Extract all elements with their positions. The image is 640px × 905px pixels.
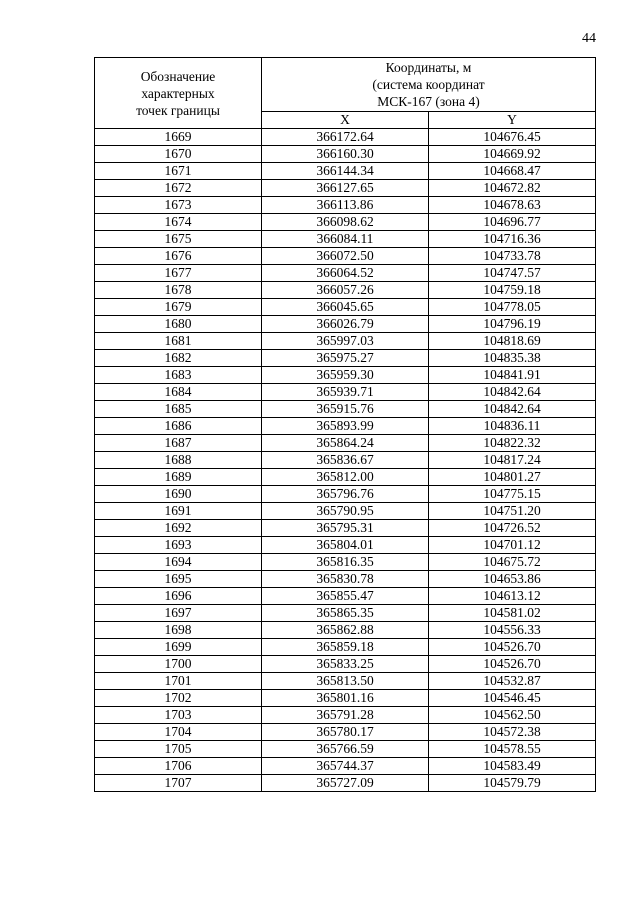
table-row (95, 435, 596, 452)
x-coordinate-cell: 365915.76 (262, 401, 429, 418)
table-row (95, 401, 596, 418)
y-coordinate-cell: 104613.12 (429, 588, 596, 605)
table-row (95, 367, 596, 384)
point-id-cell: 1686 (95, 418, 262, 435)
y-coordinate-cell: 104562.50 (429, 707, 596, 724)
y-coordinate-cell: 104581.02 (429, 605, 596, 622)
table-row (95, 265, 596, 282)
table-row (95, 469, 596, 486)
y-coordinate-cell: 104842.64 (429, 384, 596, 401)
table-header (95, 58, 596, 129)
x-coordinate-cell: 365766.59 (262, 741, 429, 758)
table-row (95, 163, 596, 180)
x-coordinate-cell: 366084.11 (262, 231, 429, 248)
table-row (95, 622, 596, 639)
point-id-cell: 1689 (95, 469, 262, 486)
y-coordinate-cell: 104675.72 (429, 554, 596, 571)
table-row (95, 197, 596, 214)
point-id-cell: 1699 (95, 639, 262, 656)
y-coordinate-cell: 104818.69 (429, 333, 596, 350)
table-row (95, 588, 596, 605)
point-id-cell: 1669 (95, 129, 262, 146)
point-id-cell: 1682 (95, 350, 262, 367)
table-row (95, 129, 596, 146)
x-coordinate-cell: 365812.00 (262, 469, 429, 486)
x-coordinate-cell: 366144.34 (262, 163, 429, 180)
table-row (95, 452, 596, 469)
x-coordinate-cell: 365975.27 (262, 350, 429, 367)
x-coordinate-cell: 365939.71 (262, 384, 429, 401)
point-id-cell: 1680 (95, 316, 262, 333)
x-coordinate-cell: 366072.50 (262, 248, 429, 265)
x-column-header: X (262, 112, 429, 129)
y-coordinate-cell: 104668.47 (429, 163, 596, 180)
point-id-cell: 1688 (95, 452, 262, 469)
table-row (95, 758, 596, 775)
table-row (95, 180, 596, 197)
y-coordinate-cell: 104678.63 (429, 197, 596, 214)
x-coordinate-cell: 365862.88 (262, 622, 429, 639)
point-id-cell: 1677 (95, 265, 262, 282)
y-coordinate-cell: 104696.77 (429, 214, 596, 231)
point-id-cell: 1702 (95, 690, 262, 707)
point-id-cell: 1683 (95, 367, 262, 384)
point-id-cell: 1687 (95, 435, 262, 452)
y-coordinate-cell: 104726.52 (429, 520, 596, 537)
table-row (95, 214, 596, 231)
coordinates-table (94, 57, 596, 792)
coords-header-line: Координаты, м (385, 60, 472, 75)
y-coordinate-cell: 104546.45 (429, 690, 596, 707)
table-row (95, 384, 596, 401)
x-coordinate-cell: 366026.79 (262, 316, 429, 333)
y-coordinate-cell: 104526.70 (429, 656, 596, 673)
x-coordinate-cell: 365864.24 (262, 435, 429, 452)
x-coordinate-cell: 366160.30 (262, 146, 429, 163)
y-coordinate-cell: 104579.79 (429, 775, 596, 792)
table-row (95, 639, 596, 656)
point-id-cell: 1694 (95, 554, 262, 571)
x-coordinate-cell: 366064.52 (262, 265, 429, 282)
point-id-cell: 1692 (95, 520, 262, 537)
x-coordinate-cell: 365830.78 (262, 571, 429, 588)
x-coordinate-cell: 365795.31 (262, 520, 429, 537)
y-coordinate-cell: 104747.57 (429, 265, 596, 282)
x-coordinate-cell: 365833.25 (262, 656, 429, 673)
coords-header-line: (система координат (372, 77, 485, 92)
y-coordinate-cell: 104676.45 (429, 129, 596, 146)
point-id-cell: 1705 (95, 741, 262, 758)
x-coordinate-cell: 365727.09 (262, 775, 429, 792)
table-row (95, 605, 596, 622)
point-id-cell: 1706 (95, 758, 262, 775)
point-id-cell: 1700 (95, 656, 262, 673)
x-coordinate-cell: 365893.99 (262, 418, 429, 435)
table-row (95, 231, 596, 248)
point-id-cell: 1703 (95, 707, 262, 724)
y-column-header: Y (429, 112, 596, 129)
point-id-cell: 1675 (95, 231, 262, 248)
y-coordinate-cell: 104701.12 (429, 537, 596, 554)
y-coordinate-cell: 104775.15 (429, 486, 596, 503)
point-id-cell: 1674 (95, 214, 262, 231)
point-id-cell: 1690 (95, 486, 262, 503)
table-row (95, 316, 596, 333)
point-id-cell: 1681 (95, 333, 262, 350)
table-row (95, 486, 596, 503)
x-coordinate-cell: 365865.35 (262, 605, 429, 622)
x-coordinate-cell: 365790.95 (262, 503, 429, 520)
y-coordinate-cell: 104822.32 (429, 435, 596, 452)
y-coordinate-cell: 104842.64 (429, 401, 596, 418)
x-coordinate-cell: 366045.65 (262, 299, 429, 316)
y-coordinate-cell: 104583.49 (429, 758, 596, 775)
x-coordinate-cell: 365791.28 (262, 707, 429, 724)
point-designation-header (95, 58, 262, 129)
point-id-cell: 1704 (95, 724, 262, 741)
x-coordinate-cell: 365855.47 (262, 588, 429, 605)
x-coordinate-cell: 366172.64 (262, 129, 429, 146)
x-coordinate-cell: 365997.03 (262, 333, 429, 350)
point-id-cell: 1697 (95, 605, 262, 622)
table-row (95, 248, 596, 265)
y-coordinate-cell: 104841.91 (429, 367, 596, 384)
y-coordinate-cell: 104836.11 (429, 418, 596, 435)
y-coordinate-cell: 104835.38 (429, 350, 596, 367)
table-row (95, 537, 596, 554)
table-row (95, 299, 596, 316)
y-coordinate-cell: 104556.33 (429, 622, 596, 639)
table-row (95, 741, 596, 758)
table-row (95, 707, 596, 724)
x-coordinate-cell: 366057.26 (262, 282, 429, 299)
table-row (95, 554, 596, 571)
table-row (95, 146, 596, 163)
y-coordinate-cell: 104669.92 (429, 146, 596, 163)
table-body (95, 129, 596, 792)
x-coordinate-cell: 366113.86 (262, 197, 429, 214)
point-id-cell: 1695 (95, 571, 262, 588)
x-coordinate-cell: 365796.76 (262, 486, 429, 503)
y-coordinate-cell: 104733.78 (429, 248, 596, 265)
y-coordinate-cell: 104759.18 (429, 282, 596, 299)
x-coordinate-cell: 365959.30 (262, 367, 429, 384)
point-id-cell: 1684 (95, 384, 262, 401)
y-coordinate-cell: 104578.55 (429, 741, 596, 758)
y-coordinate-cell: 104672.82 (429, 180, 596, 197)
y-coordinate-cell: 104801.27 (429, 469, 596, 486)
table-row (95, 520, 596, 537)
point-id-cell: 1701 (95, 673, 262, 690)
x-coordinate-cell: 365801.16 (262, 690, 429, 707)
point-header-line: характерных (141, 85, 215, 101)
point-id-cell: 1696 (95, 588, 262, 605)
x-coordinate-cell: 365859.18 (262, 639, 429, 656)
coords-header-line: МСК-167 (зона 4) (377, 94, 480, 109)
table-row (95, 418, 596, 435)
y-coordinate-cell: 104532.87 (429, 673, 596, 690)
table-row (95, 503, 596, 520)
point-id-cell: 1678 (95, 282, 262, 299)
x-coordinate-cell: 366098.62 (262, 214, 429, 231)
table-row (95, 775, 596, 792)
point-id-cell: 1671 (95, 163, 262, 180)
y-coordinate-cell: 104796.19 (429, 316, 596, 333)
x-coordinate-cell: 365816.35 (262, 554, 429, 571)
x-coordinate-cell: 365744.37 (262, 758, 429, 775)
point-id-cell: 1673 (95, 197, 262, 214)
table-row (95, 673, 596, 690)
point-id-cell: 1676 (95, 248, 262, 265)
x-coordinate-cell: 365813.50 (262, 673, 429, 690)
table-row (95, 282, 596, 299)
table-row (95, 656, 596, 673)
x-coordinate-cell: 365804.01 (262, 537, 429, 554)
y-coordinate-cell: 104526.70 (429, 639, 596, 656)
table-row (95, 350, 596, 367)
point-id-cell: 1685 (95, 401, 262, 418)
table-row (95, 571, 596, 588)
y-coordinate-cell: 104653.86 (429, 571, 596, 588)
point-id-cell: 1670 (95, 146, 262, 163)
x-coordinate-cell: 366127.65 (262, 180, 429, 197)
point-id-cell: 1691 (95, 503, 262, 520)
point-header-line: Обозначение (140, 68, 216, 84)
point-id-cell: 1707 (95, 775, 262, 792)
table-row (95, 690, 596, 707)
y-coordinate-cell: 104751.20 (429, 503, 596, 520)
y-coordinate-cell: 104716.36 (429, 231, 596, 248)
coordinates-header (262, 58, 596, 112)
table-row (95, 333, 596, 350)
point-header-line: точек границы (136, 102, 220, 118)
page-number: 44 (582, 31, 596, 46)
point-id-cell: 1679 (95, 299, 262, 316)
y-coordinate-cell: 104572.38 (429, 724, 596, 741)
point-id-cell: 1693 (95, 537, 262, 554)
x-coordinate-cell: 365780.17 (262, 724, 429, 741)
x-coordinate-cell: 365836.67 (262, 452, 429, 469)
y-coordinate-cell: 104778.05 (429, 299, 596, 316)
table-row (95, 724, 596, 741)
point-id-cell: 1698 (95, 622, 262, 639)
point-id-cell: 1672 (95, 180, 262, 197)
y-coordinate-cell: 104817.24 (429, 452, 596, 469)
